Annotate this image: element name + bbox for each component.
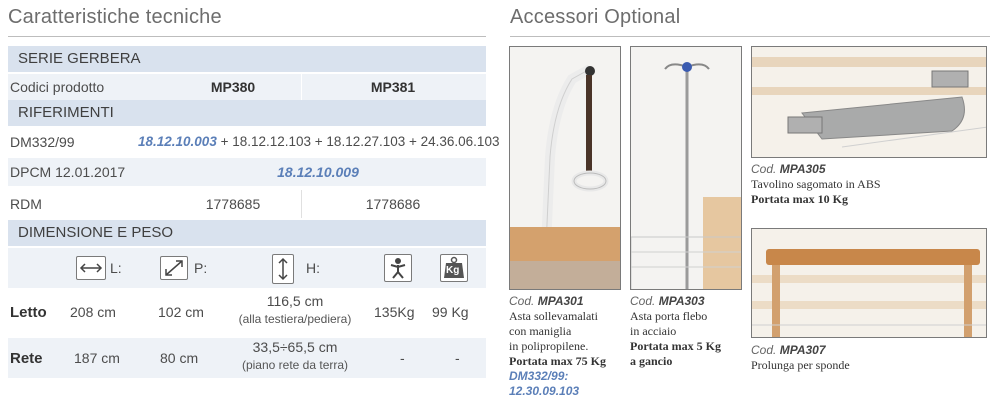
accessory-code: MPA301 [537, 294, 584, 308]
code-line [751, 343, 987, 358]
letto-load: 135Kg [374, 304, 415, 320]
code-line [509, 294, 627, 309]
caption-mpa301 [509, 294, 627, 399]
row-dim-icons [8, 248, 486, 288]
width-arrows-icon [76, 256, 106, 280]
code-line [630, 294, 748, 309]
dpcm-value: 18.12.10.009 [277, 164, 359, 180]
letto-label: Letto [10, 304, 47, 321]
row-letto [8, 290, 486, 338]
row-rete [8, 338, 486, 378]
section-title-specs: Caratteristiche tecniche [8, 6, 222, 28]
photo-mpa301 [509, 46, 621, 290]
photo-mpa303 [630, 46, 742, 290]
dm-label: DM332/99 [10, 134, 75, 150]
rdm-mp381: 1778686 [365, 196, 421, 212]
desc-line: in acciaio [630, 324, 677, 338]
capacity-line: Portata max 75 Kg [509, 354, 606, 368]
letto-weight: 99 Kg [432, 304, 469, 320]
desc-line: in polipropilene. [509, 339, 589, 353]
letto-l: 208 cm [70, 304, 116, 320]
letto-h-note: (alla testiera/pediera) [238, 312, 352, 326]
rete-load: - [400, 350, 405, 366]
rdm-label: RDM [10, 196, 42, 212]
accessory-code: MPA303 [658, 294, 705, 308]
kg-icon-label: Kg [446, 265, 460, 276]
code-prefix: Cod. [509, 294, 535, 308]
dm-code-rest: + 18.12.12.103 + 18.12.27.103 + 24.36.06.103 [216, 134, 500, 149]
dpcm-label: DPCM 12.01.2017 [10, 164, 126, 180]
col-divider [301, 190, 302, 218]
code-prefix: Cod. [630, 294, 656, 308]
weight-kg-icon [440, 254, 468, 282]
rete-h-note: (piano rete da terra) [241, 358, 349, 372]
band-dimensions: DIMENSIONE E PESO [8, 220, 486, 246]
caption-mpa305 [751, 162, 987, 207]
code-line [751, 162, 987, 177]
dim-h-header: H: [306, 260, 320, 276]
accessory-code: MPA307 [779, 343, 826, 357]
diagonal-arrow-icon [160, 256, 188, 280]
desc-line: Asta porta flebo [630, 309, 708, 323]
codes-label: Codici prodotto [10, 79, 105, 95]
dm-code-line: 12.30.09.103 [509, 384, 580, 398]
capacity-line: Portata max 5 Kg [630, 339, 721, 353]
desc-line: Prolunga per sponde [751, 358, 850, 372]
photo-mpa305 [751, 46, 987, 158]
dim-l-header: L: [110, 260, 122, 276]
rete-weight: - [455, 350, 460, 366]
dm-codes [138, 128, 499, 156]
rete-l: 187 cm [74, 350, 120, 366]
rete-label: Rete [10, 350, 43, 367]
section-title-accessories: Accessori Optional [510, 6, 681, 28]
band-references: RIFERIMENTI [8, 100, 486, 126]
accessory-code: MPA305 [779, 162, 826, 176]
code-mp380: MP380 [210, 79, 256, 95]
row-codes [8, 74, 486, 100]
code-mp381: MP381 [370, 79, 416, 95]
photo-mpa307 [751, 228, 987, 338]
dim-p-header: P: [194, 260, 208, 276]
rete-p: 80 cm [160, 350, 199, 366]
code-prefix: Cod. [751, 343, 777, 357]
desc-line: Tavolino sagomato in ABS [751, 177, 881, 191]
desc-line: con maniglia [509, 324, 572, 338]
title-divider [8, 36, 486, 37]
desc-line: Asta sollevamalati [509, 309, 598, 323]
code-prefix: Cod. [751, 162, 777, 176]
caption-mpa303 [630, 294, 748, 369]
height-arrows-icon [272, 254, 294, 284]
dm-code-highlight: 18.12.10.003 [138, 134, 217, 149]
rdm-mp380: 1778685 [205, 196, 261, 212]
title-divider [510, 36, 990, 37]
band-series: SERIE GERBERA [8, 46, 486, 72]
caption-mpa307 [751, 343, 987, 373]
row-dm [8, 128, 500, 156]
row-rdm [8, 190, 486, 218]
dm-label-line: DM332/99: [509, 369, 569, 383]
capacity-line: a gancio [630, 354, 673, 368]
letto-p: 102 cm [158, 304, 204, 320]
letto-h: 116,5 cm [266, 293, 324, 309]
row-dpcm [8, 158, 486, 186]
person-icon [384, 254, 412, 282]
col-divider [301, 74, 302, 100]
capacity-line: Portata max 10 Kg [751, 192, 848, 206]
rete-h: 33,5÷65,5 cm [252, 339, 338, 355]
